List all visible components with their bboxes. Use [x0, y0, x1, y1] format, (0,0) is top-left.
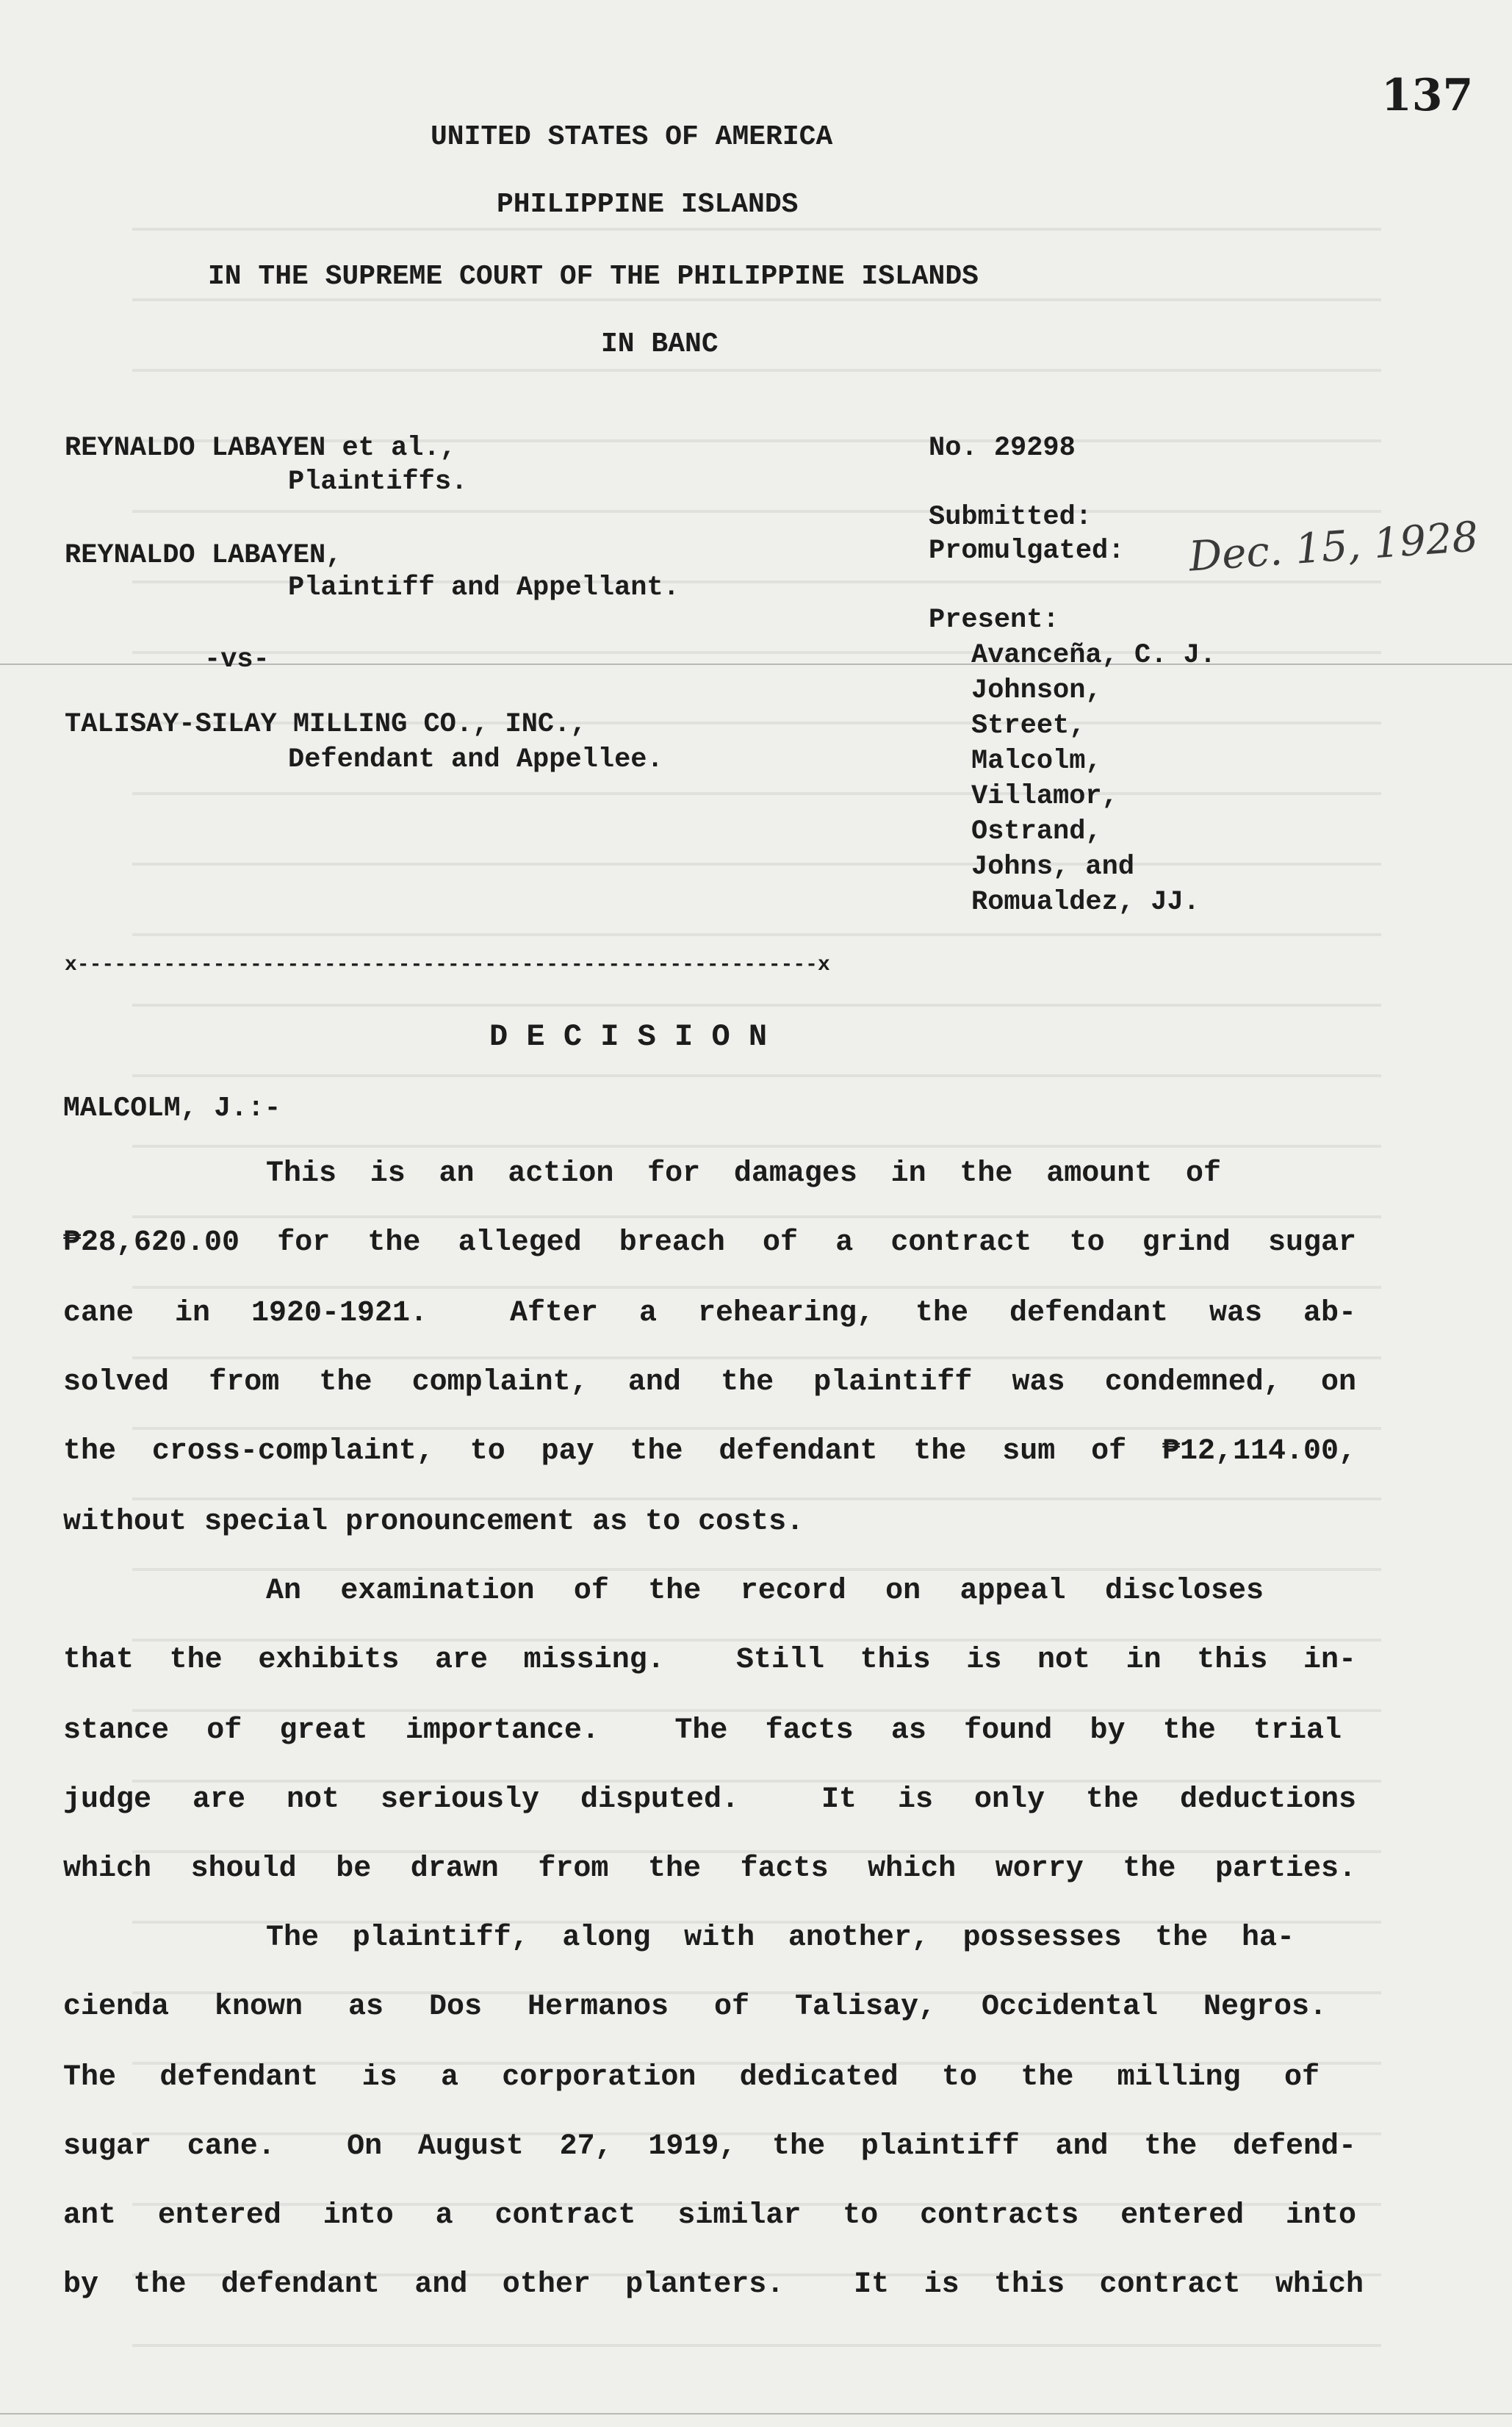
fold-line [0, 2413, 1512, 2415]
caption-appellant-role: Plaintiff and Appellant. [288, 572, 680, 603]
caption-defendant-role: Defendant and Appellee. [288, 744, 663, 775]
case-number: No. 29298 [929, 433, 1076, 464]
justice: Romualdez, JJ. [971, 887, 1200, 918]
separator-line: x------------------------------------------------------------x [65, 955, 830, 976]
present-label: Present: [929, 605, 1059, 636]
body-line: cane in 1920-1921. After a rehearing, the defendant was ab- [63, 1297, 1356, 1330]
caption-appellant-name: REYNALDO LABAYEN, [65, 540, 342, 571]
decision-title: D E C I S I O N [489, 1019, 768, 1054]
header-court: IN THE SUPREME COURT OF THE PHILIPPINE ISLANDS [208, 261, 979, 292]
body-line: The plaintiff, along with another, possesses the ha- [266, 1921, 1295, 1955]
justice: Villamor, [971, 781, 1118, 812]
justice: Johns, and [971, 852, 1135, 882]
body-line: The defendant is a corporation dedicated to the milling of [63, 2061, 1320, 2094]
body-line: sugar cane. On August 27, 1919, the plaintiff and the defend- [63, 2130, 1356, 2163]
body-line: stance of great importance. The facts as found by the trial [63, 1714, 1342, 1747]
caption-defendant-name: TALISAY-SILAY MILLING CO., INC., [65, 709, 587, 740]
caption-versus: -vs- [204, 644, 270, 675]
body-line: which should be drawn from the facts which worry the parties. [63, 1852, 1356, 1885]
justice: Street, [971, 711, 1086, 741]
body-line: This is an action for damages in the amount of [266, 1157, 1221, 1190]
bleed-through-text [132, 176, 1381, 2381]
header-country: UNITED STATES OF AMERICA [431, 121, 833, 153]
justice: Avanceña, C. J. [971, 640, 1217, 671]
body-line: ant entered into a contract similar to contracts entered into [63, 2199, 1356, 2232]
handwritten-promulgation-date: Dec. 15, 1928 [1187, 513, 1480, 581]
author-line: MALCOLM, J.:- [63, 1093, 281, 1124]
header-division: IN BANC [601, 328, 719, 360]
submitted-label: Submitted: [929, 502, 1092, 533]
body-line: by the defendant and other planters. It is this contract which [63, 2268, 1364, 2301]
body-line: An examination of the record on appeal discloses [266, 1575, 1264, 1608]
justice: Johnson, [971, 675, 1102, 706]
caption-plaintiffs-role: Plaintiffs. [288, 467, 468, 497]
body-line: the cross-complaint, to pay the defendant the sum of ₱12,114.00, [63, 1435, 1356, 1468]
body-line: without special pronouncement as to costs. [63, 1506, 804, 1539]
promulgated-label: Promulgated: [929, 536, 1125, 567]
justice: Ostrand, [971, 816, 1102, 847]
body-line: ₱28,620.00 for the alleged breach of a contract to grind sugar [63, 1226, 1356, 1259]
body-line: cienda known as Dos Hermanos of Talisay, Occidental Negros. [63, 1991, 1327, 2024]
page-number: 137 [1381, 70, 1474, 121]
justice: Malcolm, [971, 746, 1102, 777]
body-line: solved from the complaint, and the plaintiff was condemned, on [63, 1366, 1356, 1399]
caption-plaintiffs-name: REYNALDO LABAYEN et al., [65, 433, 456, 464]
header-territory: PHILIPPINE ISLANDS [497, 189, 799, 220]
body-line: that the exhibits are missing. Still this is not in this in- [63, 1644, 1356, 1677]
body-line: judge are not seriously disputed. It is only the deductions [63, 1783, 1356, 1816]
